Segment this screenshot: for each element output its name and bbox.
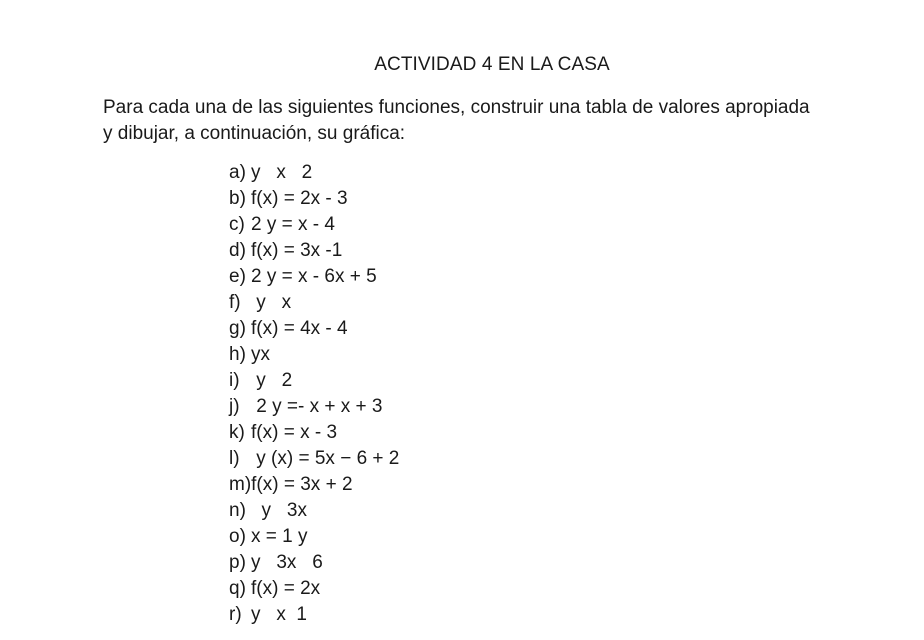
exercise-expression: y 3x xyxy=(251,500,307,521)
exercise-label: o) xyxy=(229,526,246,547)
exercise-item xyxy=(229,394,399,420)
instructions-paragraph: Para cada una de las siguientes funciones, construir una tabla de valores apropiada y dibujar, a continuación, su gráfica: xyxy=(103,97,810,144)
exercise-expression: y x 2 xyxy=(251,162,313,183)
exercise-item xyxy=(229,576,399,602)
exercise-item xyxy=(229,238,399,264)
exercise-item xyxy=(229,342,399,368)
exercise-label: i) xyxy=(229,370,240,391)
exercise-expression: x = 1 y xyxy=(251,526,308,547)
exercise-label: a) xyxy=(229,162,246,183)
exercise-label: r) xyxy=(229,604,242,625)
exercise-label: p) xyxy=(229,552,246,573)
exercise-expression: 2 y = x - 4 xyxy=(251,214,335,235)
exercise-expression: 2 y =- x + x + 3 xyxy=(251,396,383,417)
exercise-label: n) xyxy=(229,500,246,521)
exercise-label: m) xyxy=(229,474,252,495)
exercise-item xyxy=(229,316,399,342)
exercise-item xyxy=(229,446,399,472)
exercise-expression: f(x) = 2x xyxy=(251,578,321,599)
exercise-label: q) xyxy=(229,578,246,599)
exercise-list xyxy=(229,160,399,628)
exercise-item xyxy=(229,290,399,316)
exercise-expression: f(x) = 2x - 3 xyxy=(251,188,348,209)
exercise-item xyxy=(229,498,399,524)
exercise-expression: y x 1 xyxy=(251,604,307,625)
exercise-label: f) xyxy=(229,292,241,313)
exercise-label: j) xyxy=(229,396,240,417)
exercise-expression: y 2 xyxy=(251,370,293,391)
exercise-expression: y 3x 6 xyxy=(251,552,323,573)
exercise-expression: f(x) = 3x -1 xyxy=(251,240,343,261)
exercise-label: c) xyxy=(229,214,245,235)
exercise-item xyxy=(229,524,399,550)
exercise-item xyxy=(229,160,399,186)
exercise-label: k) xyxy=(229,422,245,443)
exercise-item xyxy=(229,186,399,212)
exercise-item xyxy=(229,420,399,446)
exercise-item xyxy=(229,602,399,628)
exercise-item xyxy=(229,368,399,394)
exercise-expression: 2 y = x - 6x + 5 xyxy=(251,266,377,287)
exercise-label: h) xyxy=(229,344,246,365)
exercise-item xyxy=(229,550,399,576)
exercise-expression: y (x) = 5x − 6 + 2 xyxy=(251,448,400,469)
page-title: ACTIVIDAD 4 EN LA CASA xyxy=(374,54,610,75)
exercise-item xyxy=(229,264,399,290)
exercise-expression: f(x) = x - 3 xyxy=(251,422,338,443)
exercise-label: e) xyxy=(229,266,246,287)
exercise-item xyxy=(229,472,399,498)
exercise-expression: f(x) = 3x + 2 xyxy=(251,474,353,495)
exercise-label: d) xyxy=(229,240,246,261)
exercise-expression: yx xyxy=(251,344,270,365)
exercise-label: g) xyxy=(229,318,246,339)
exercise-expression: f(x) = 4x - 4 xyxy=(251,318,348,339)
exercise-label: l) xyxy=(229,448,240,469)
exercise-label: b) xyxy=(229,188,246,209)
exercise-expression: y x xyxy=(251,292,292,313)
exercise-item xyxy=(229,212,399,238)
